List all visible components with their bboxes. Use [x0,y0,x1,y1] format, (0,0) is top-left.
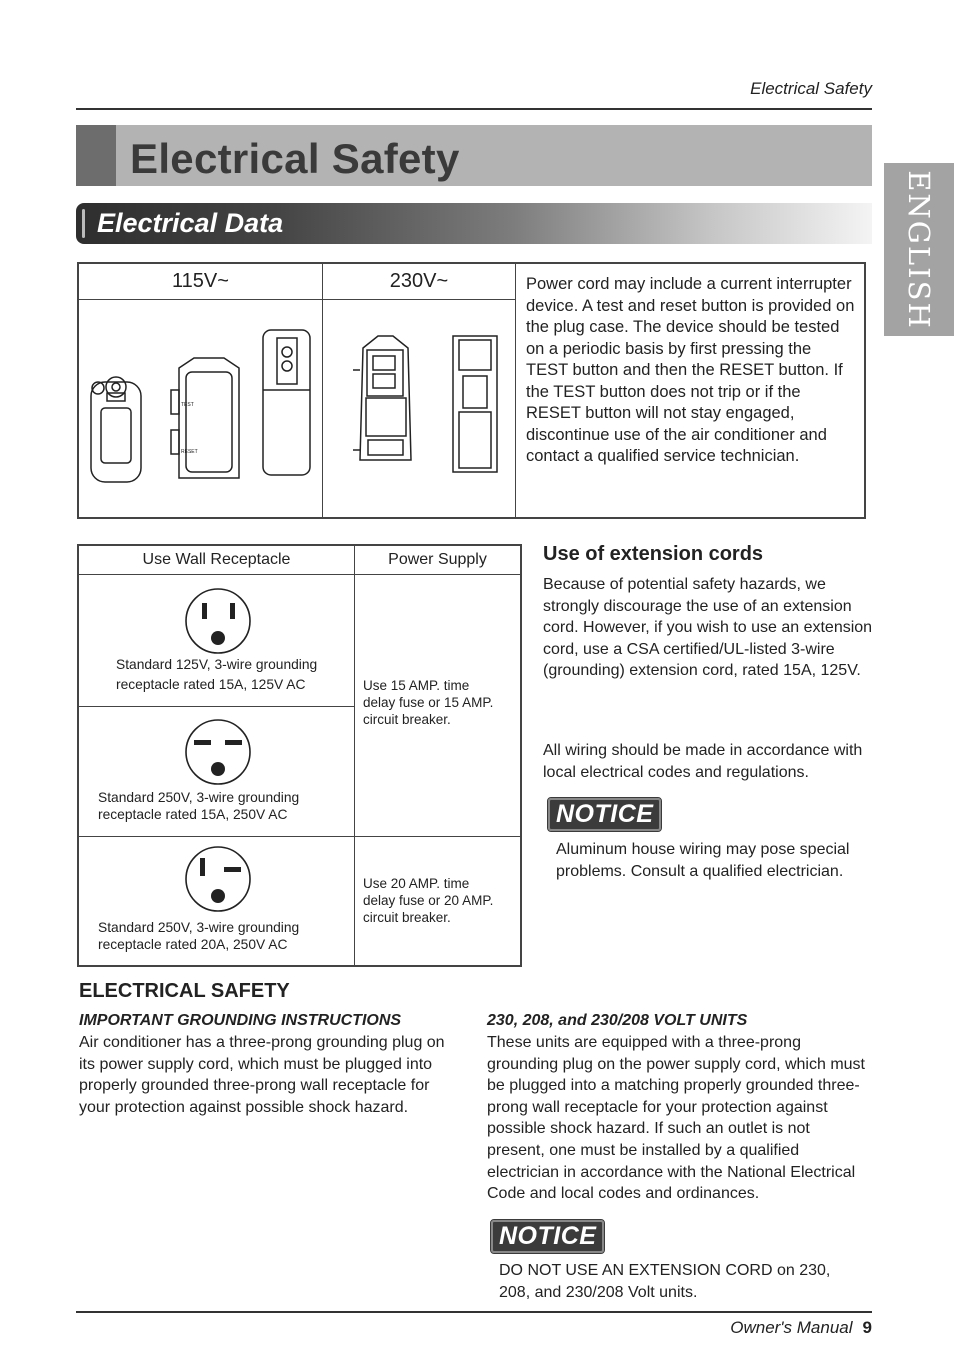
voltage-table [77,262,866,519]
receptacle-row-3 [78,837,355,967]
plug-115v-illustration [79,300,322,512]
receptacle-table [77,544,522,967]
col-wall-receptacle: Use Wall Receptacle [78,545,355,575]
plug-230v-illustration [323,300,515,512]
plug-label-test: TEST [181,402,194,408]
extension-heading: Use of extension cords [543,543,764,565]
notice-text-aluminum: Aluminum house wiring may pose special problems. Consult a qualified electrician. [556,841,850,880]
col-power-supply: Power Supply [355,545,522,575]
supply-text-15a: Use 15 AMP. time delay fuse or 15 AMP. circuit breaker. [363,678,494,727]
footer-rule [76,1311,872,1313]
page-number: 9 [862,1318,872,1337]
language-tab-label: ENGLISH [902,169,936,330]
plug-115v-images [78,300,323,519]
footer [730,1318,872,1338]
volt-units-subheading: 230, 208, and 230/208 VOLT UNITS [487,1012,748,1029]
section-banner [76,203,872,244]
language-tab [884,163,954,336]
footer-manual: Owner's Manual [730,1318,853,1337]
grounding-subheading: IMPORTANT GROUNDING INSTRUCTIONS [79,1012,402,1029]
power-supply-15a [355,575,522,837]
grounding-text: Air conditioner has a three-prong grounding plug on its power supply cord, which must be plugged into properly grounded three-prong wall receptacle for your protection against possible shock hazard. [79,1034,445,1116]
extension-para-1: Because of potential safety hazards, we strongly discourage the use of an extension cord. However, if you wish to use an extension cord, use a CSA certified/UL-listed 3-wire (grounding) extension cord, rated 15A, 125V. [543,576,873,680]
outlet-250v-15a-icon [184,718,252,786]
title-accent [76,125,116,186]
header-rule [76,108,872,110]
section-title: Electrical Data [97,208,284,238]
col-115v: 115V~ [78,263,323,300]
col-230v: 230V~ [323,263,516,300]
notice-badge-2: NOTICE [491,1220,604,1253]
plug-description: Power cord may include a current interrupter device. A test and reset button is provided on the plug case. The device should be tested on a periodic basis by first pressing the TEST button and then the RESET button. If the TEST button does not trip or if the RESET button will not stay engaged, discontinue use of the air conditioner and contact a qualified service technician. [516,263,866,518]
title-banner [76,125,872,186]
receptacle-row-2 [78,707,355,837]
electrical-safety-heading: ELECTRICAL SAFETY [79,980,290,1002]
volt-units-text: These units are equipped with a three-prong grounding plug on the power supply cord, which must be plugged into a matching properly grounded three-prong wall receptacle for your protection against possible shock hazard. If such an outlet is not present, one must be installed by a qualified electrician in accordance with the National Electrical Code and local codes and ordinances. [487,1034,865,1203]
outlet-250v-20a-icon [184,845,252,913]
banner-accent [82,209,85,238]
power-supply-20a [355,837,522,967]
receptacle-row-1 [78,575,355,707]
receptacle-caption-3: Standard 250V, 3-wire grounding receptacle rated 20A, 250V AC [98,920,300,952]
notice-text-extension: DO NOT USE AN EXTENSION CORD on 230, 208, and 230/208 Volt units. [499,1262,831,1301]
receptacle-caption-2: Standard 250V, 3-wire grounding receptacle rated 15A, 250V AC [98,790,300,822]
plug-230v-images [323,300,516,519]
plug-label-reset: RESET [181,449,198,455]
running-header: Electrical Safety [750,79,872,98]
outlet-125v-15a-icon [184,587,252,655]
extension-para-2: All wiring should be made in accordance with local electrical codes and regulations. [543,742,863,781]
receptacle-caption-1: Standard 125V, 3-wire grounding receptacle rated 15A, 125V AC [116,657,318,692]
supply-text-20a: Use 20 AMP. time delay fuse or 20 AMP. circuit breaker. [363,876,494,925]
page-title: Electrical Safety [130,135,460,182]
notice-badge: NOTICE [548,798,661,831]
